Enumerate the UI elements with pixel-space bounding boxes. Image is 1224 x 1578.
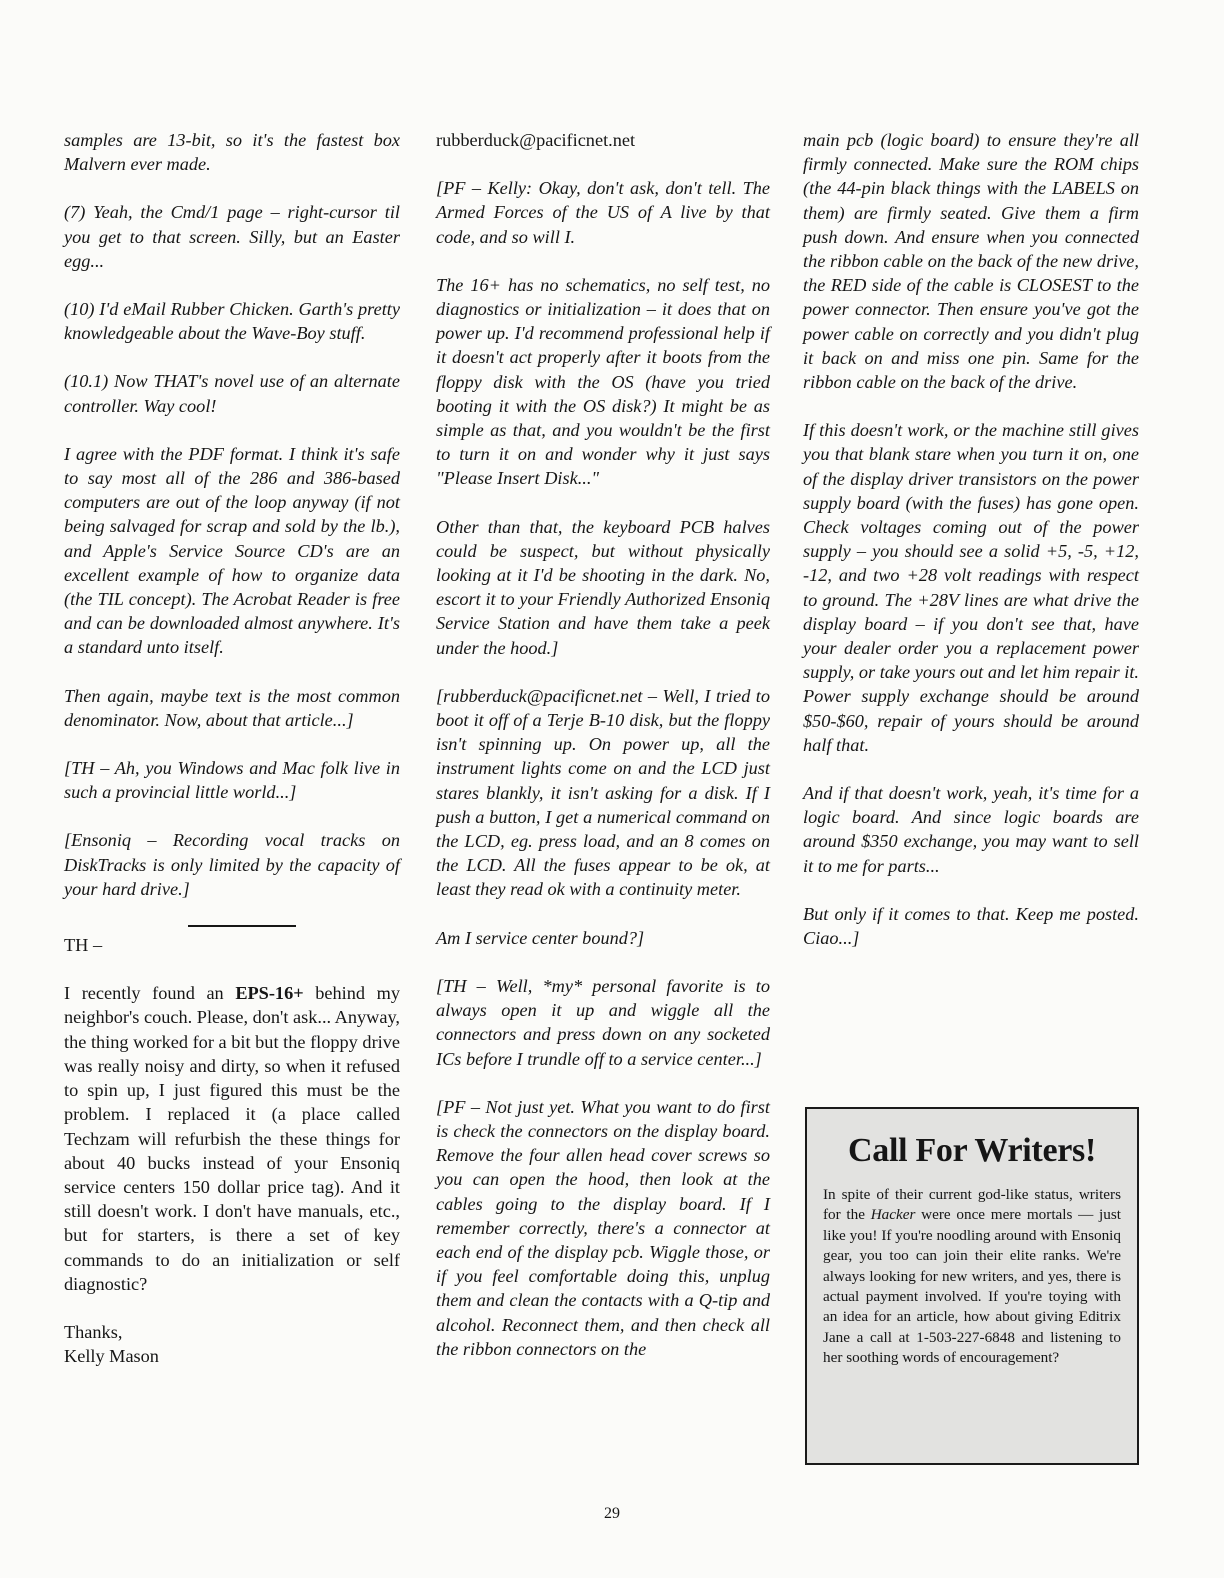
- column-right: [803, 128, 1139, 974]
- letter-body: [64, 981, 400, 1296]
- letter-signature: Kelly Mason: [64, 1346, 159, 1367]
- section-divider: [188, 925, 296, 927]
- column-left: [64, 128, 400, 1368]
- paragraph: But only if it comes to that. Keep me posted. Ciao...]: [803, 903, 1139, 949]
- paragraph: samples are 13-bit, so it's the fastest box Malvern ever made.: [64, 130, 400, 175]
- product-name: EPS-16+: [235, 983, 304, 1004]
- paragraph: main pcb (logic board) to ensure they're all firmly connected. Make sure the ROM chips (the 44-pin black things with the LABELS on them) are firmly seated. Give them a firm push down. And ensure when you connected the ribbon cable on the back of the new drive, the RED side of the cable is CLOSEST to the power connector. Then ensure you've got the power cable on correctly and you didn't plug it back on and miss one pin. Same for the ribbon cable on the back of the drive.: [803, 130, 1139, 393]
- paragraph: (7) Yeah, the Cmd/1 page – right-cursor til you get to that screen. Silly, but an Easter egg...: [64, 202, 400, 271]
- callout-text-part: were once mere mortals — just like you! If you're noodling around with Ensoniq gear, you too can join their elite ranks. We're always looking for new writers, and yes, there is actual payment involved. If you're toying with an idea for an article, how about giving Editrix Jane a call at 1-503-227-6848 and listening to her soothing words of encouragement?: [823, 1206, 1121, 1367]
- paragraph: [PF – Not just yet. What you want to do first is check the connectors on the display board. Remove the four allen head cover screws so you can open the hood, then look at the cables going to the display board. If I remember correctly, there's a connector at each end of the display pcb. Wiggle those, or if you feel comfortable doing this, unplug them and clean the contacts with a Q-tip and alcohol. Reconnect them, and then check all the ribbon connectors on the: [436, 1096, 770, 1359]
- email-address: rubberduck@pacificnet.net: [436, 130, 636, 150]
- paragraph: Then again, maybe text is the most common denominator. Now, about that article...]: [64, 685, 400, 730]
- letter-text: I recently found an: [64, 983, 236, 1004]
- page-number: 29: [604, 1505, 620, 1522]
- paragraph: I agree with the PDF format. I think it's safe to say most all of the 286 and 386-based computers are out of the loop anyway (if not being salvaged for scrap and sold by the lb.), and Apple's Service Source CD's are an excellent example of how to organize data (the TIL concept). The Acrobat Reader is free and can be downloaded almost anywhere. It's a standard unto itself.: [64, 443, 400, 658]
- paragraph: [TH – Well, *my* personal favorite is to always open it up and wiggle all the connectors and press down on any socketed ICs before I trundle off to a service center...]: [436, 975, 770, 1069]
- callout-text: [823, 1185, 1121, 1369]
- callout-text-part: In spite of their current god-like status, writers for the: [823, 1186, 1121, 1224]
- callout-title: Call For Writers!: [848, 1132, 1096, 1169]
- paragraph: Am I service center bound?]: [436, 927, 645, 948]
- paragraph: Other than that, the keyboard PCB halves could be suspect, but without physically looking at it I'd be shooting in the dark. No, escort it to your Friendly Authorized Ensoniq Service Station and have them take a peek under the hood.]: [436, 516, 770, 658]
- paragraph: If this doesn't work, or the machine still gives you that blank stare when you turn it on, one of the display driver transistors on the power supply board (with the fuses) has gone open. Check voltages coming out of the power supply – you should see a solid +5, -5, +12, -12, and two +28 volt readings with respect to ground. The +28V lines are what drive the display board – if you don't see that, have your dealer order you a replacement power supply, or take yours out and let him repair it. Power supply exchange should be around $50-$60, repair of yours should be around half that.: [803, 420, 1139, 755]
- letter-salutation: TH –: [64, 935, 103, 956]
- letter-closing: Thanks,: [64, 1321, 123, 1342]
- paragraph: [Ensoniq – Recording vocal tracks on DiskTracks is only limited by the capacity of your hard drive.]: [64, 830, 400, 899]
- paragraph: (10.1) Now THAT's novel use of an alternate controller. Way cool!: [64, 371, 400, 416]
- paragraph: [rubberduck@pacificnet.net – Well, I tried to boot it off of a Terje B-10 disk, but the floppy isn't spinning up. On power up, all the instrument lights come on and the LCD just stares blankly, it isn't asking for a disk. If I push a button, I get a numerical command on the LCD, eg. press load, and an 8 comes on the LCD. All the fuses appear to be ok, at least they read ok with a continuity meter.: [436, 685, 770, 900]
- column-middle: [436, 128, 770, 1385]
- magazine-name: Hacker: [870, 1206, 916, 1224]
- paragraph: [TH – Ah, you Windows and Mac folk live in such a provincial little world...]: [64, 758, 400, 803]
- paragraph: (10) I'd eMail Rubber Chicken. Garth's pretty knowledgeable about the Wave-Boy stuff.: [64, 299, 400, 344]
- call-for-writers-box: [805, 1107, 1139, 1465]
- paragraph: [PF – Kelly: Okay, don't ask, don't tell. The Armed Forces of the US of A live by that code, and so will I.: [436, 178, 770, 247]
- letter-text: behind my neighbor's couch. Please, don't ask... Anyway, the thing worked for a bit but the floppy drive was really noisy and dirty, so when it refused to spin up, I just figured this must be the problem. I replaced it (a place called Techzam will refurbish the these things for about 40 bucks instead of your Ensoniq service centers 150 dollar price tag). And it still doesn't work. I don't have manuals, etc., but for starters, is there a set of key commands to do an initialization or self diagnostic?: [64, 983, 400, 1294]
- paragraph: The 16+ has no schematics, no self test, no diagnostics or initialization – it does that on power up. I'd recommend professional help if it doesn't act properly after it boots from the floppy disk with the OS (have you tried booting it with the OS disk?) It might be as simple as that, and you wouldn't be the first to turn it on and wonder why it just says "Please Insert Disk...": [436, 274, 770, 489]
- paragraph: And if that doesn't work, yeah, it's time for a logic board. And since logic boards are around $350 exchange, you may want to sell it to me for parts...: [803, 783, 1139, 876]
